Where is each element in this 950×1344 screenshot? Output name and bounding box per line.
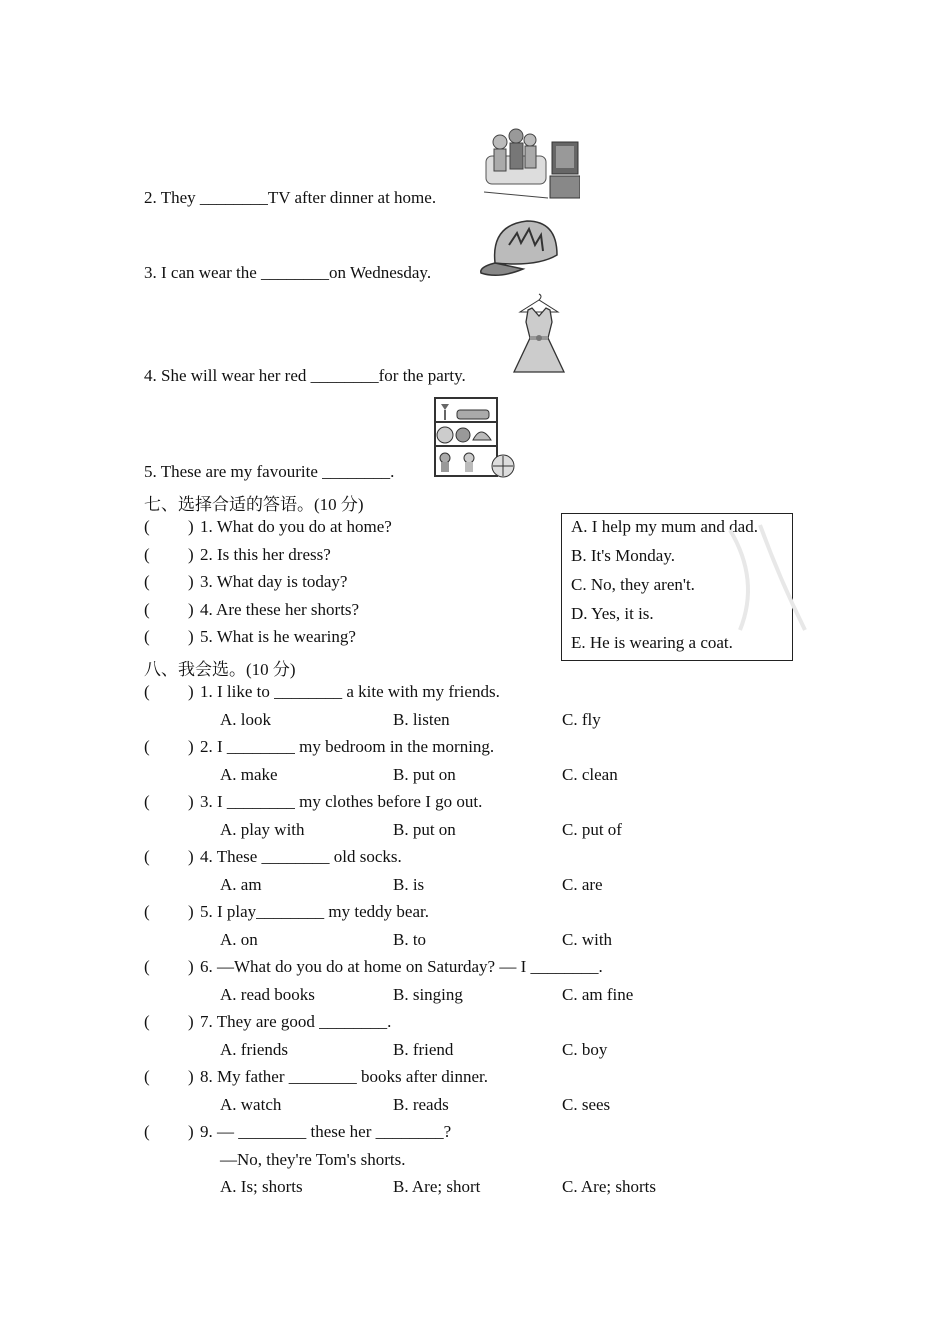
choice-option-c[interactable]: C. Are; shorts bbox=[562, 1177, 656, 1196]
answer-paren-open[interactable]: ( bbox=[144, 572, 150, 591]
answer-paren-open[interactable]: ( bbox=[144, 600, 150, 619]
answer-paren-close: ) bbox=[188, 1012, 194, 1031]
answer-option-d: D. Yes, it is. bbox=[571, 604, 654, 623]
choice-option-a[interactable]: A. look bbox=[220, 709, 271, 729]
answer-paren-open[interactable]: ( bbox=[144, 517, 150, 536]
answer-paren-open[interactable]: ( bbox=[144, 957, 150, 976]
choice-option-a[interactable]: A. read books bbox=[220, 984, 315, 1004]
question-text: 1. I like to ________ a kite with my friends. bbox=[200, 682, 500, 701]
family-watching-tv-icon bbox=[484, 126, 580, 202]
choice-option-c[interactable]: C. put of bbox=[562, 819, 622, 839]
choice-option-b[interactable]: B. singing bbox=[393, 984, 463, 1004]
choice-option-b[interactable]: B. put on bbox=[393, 819, 456, 839]
question-text: 3. I ________ my clothes before I go out. bbox=[200, 792, 483, 811]
choice-option-b[interactable]: B. Are; short bbox=[393, 1177, 481, 1196]
answer-paren-close: ) bbox=[188, 847, 194, 866]
answer-paren-open[interactable]: ( bbox=[144, 682, 150, 701]
answer-paren-open[interactable]: ( bbox=[144, 1067, 150, 1086]
question-text: 6. —What do you do at home on Saturday? — I ________. bbox=[200, 957, 603, 976]
answer-paren-close: ) bbox=[188, 682, 194, 701]
choice-option-b[interactable]: B. reads bbox=[393, 1094, 449, 1114]
picture-question-3: 3. I can wear the ________on Wednesday. bbox=[144, 263, 432, 282]
answer-paren-close: ) bbox=[188, 737, 194, 756]
choice-option-a[interactable]: A. make bbox=[220, 764, 278, 784]
answer-paren-open[interactable]: ( bbox=[144, 627, 150, 646]
choice-option-c[interactable]: C. with bbox=[562, 929, 613, 949]
choice-option-b[interactable]: B. is bbox=[393, 874, 425, 894]
choice-option-c[interactable]: C. sees bbox=[562, 1094, 611, 1114]
choice-option-a[interactable]: A. am bbox=[220, 874, 262, 894]
choice-option-b[interactable]: B. friend bbox=[393, 1039, 454, 1059]
choice-option-c[interactable]: C. am fine bbox=[562, 984, 634, 1004]
choice-option-b[interactable]: B. to bbox=[393, 929, 427, 949]
question-text: 8. My father ________ books after dinner. bbox=[200, 1067, 488, 1086]
section7-title: 七、选择合适的答语。(10 分) bbox=[144, 495, 364, 514]
answer-paren-open[interactable]: ( bbox=[144, 902, 150, 921]
choice-option-c[interactable]: C. clean bbox=[562, 764, 618, 784]
answer-option-a: A. I help my mum and dad. bbox=[571, 517, 758, 536]
choice-option-a[interactable]: A. watch bbox=[220, 1094, 282, 1114]
choice-option-c[interactable]: C. boy bbox=[562, 1039, 608, 1059]
question-text: 5. I play________ my teddy bear. bbox=[200, 902, 429, 921]
answer-paren-close: ) bbox=[188, 572, 194, 591]
choice-option-a[interactable]: A. Is; shorts bbox=[220, 1177, 303, 1196]
cap-icon bbox=[477, 215, 561, 281]
section8-title: 八、我会选。(10 分) bbox=[144, 660, 296, 679]
answer-paren-close: ) bbox=[188, 902, 194, 921]
toy-shelf-icon bbox=[433, 396, 517, 480]
choice-option-a[interactable]: A. friends bbox=[220, 1039, 288, 1059]
question-text: 4. These ________ old socks. bbox=[200, 847, 402, 866]
answer-option-b: B. It's Monday. bbox=[571, 546, 675, 565]
answer-paren-close: ) bbox=[188, 1122, 194, 1141]
picture-question-2: 2. They ________TV after dinner at home. bbox=[144, 188, 437, 207]
picture-question-5: 5. These are my favourite ________. bbox=[144, 462, 395, 481]
choice-option-b[interactable]: B. listen bbox=[393, 709, 450, 729]
answer-paren-close: ) bbox=[188, 600, 194, 619]
choice-option-b[interactable]: B. put on bbox=[393, 764, 456, 784]
answer-paren-close: ) bbox=[188, 1067, 194, 1086]
answer-paren-open[interactable]: ( bbox=[144, 1122, 150, 1141]
choice-option-a[interactable]: A. play with bbox=[220, 819, 305, 839]
answer-paren-close: ) bbox=[188, 792, 194, 811]
answer-option-e: E. He is wearing a coat. bbox=[571, 633, 733, 652]
dress-icon bbox=[510, 292, 568, 378]
answer-option-c: C. No, they aren't. bbox=[571, 575, 695, 594]
question-reply-text: —No, they're Tom's shorts. bbox=[220, 1149, 406, 1169]
answer-paren-open[interactable]: ( bbox=[144, 737, 150, 756]
answer-paren-open[interactable]: ( bbox=[144, 792, 150, 811]
watermark-decoration bbox=[720, 520, 810, 640]
answer-paren-open[interactable]: ( bbox=[144, 545, 150, 564]
picture-question-4: 4. She will wear her red ________for the party. bbox=[144, 366, 466, 385]
choice-option-a[interactable]: A. on bbox=[220, 929, 258, 949]
answer-paren-close: ) bbox=[188, 627, 194, 646]
answer-paren-open[interactable]: ( bbox=[144, 1012, 150, 1031]
question-text: 9. — ________ these her ________? bbox=[200, 1122, 452, 1141]
question-text: 7. They are good ________. bbox=[200, 1012, 392, 1031]
answer-paren-open[interactable]: ( bbox=[144, 847, 150, 866]
choice-option-c[interactable]: C. fly bbox=[562, 709, 601, 729]
choice-option-c[interactable]: C. are bbox=[562, 874, 603, 894]
answer-paren-close: ) bbox=[188, 517, 194, 536]
question-text: 2. I ________ my bedroom in the morning. bbox=[200, 737, 495, 756]
answer-paren-close: ) bbox=[188, 957, 194, 976]
answer-paren-close: ) bbox=[188, 545, 194, 564]
